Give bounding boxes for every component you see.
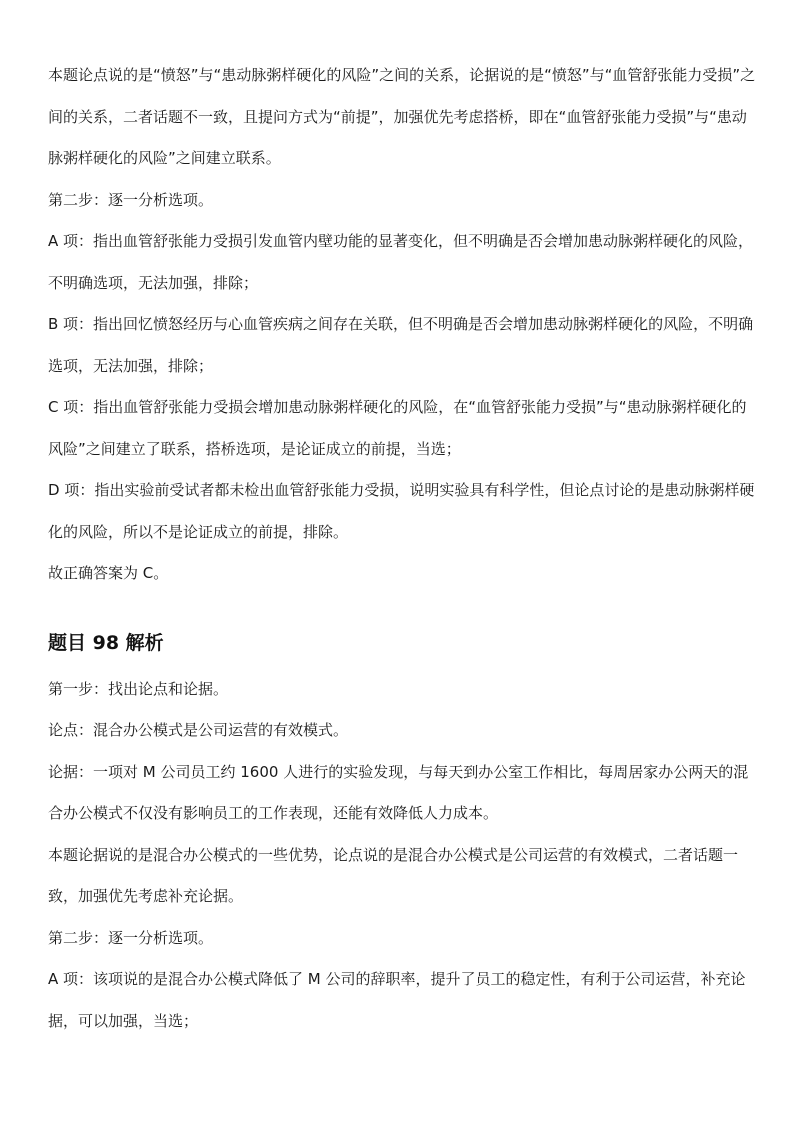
section-previous-analysis <box>48 55 760 595</box>
paragraph-option-d: D 项：指出实验前受试者都未检出血管舒张能力受损，说明实验具有科学性，但论点讨论的是患动脉粥样硬化的风险，所以不是论证成立的前提，排除。 <box>48 481 755 541</box>
paragraph-topic-analysis: 本题论据说的是混合办公模式的一些优势，论点说的是混合办公模式是公司运营的有效模式，二者话题一致，加强优先考虑补充论据。 <box>48 845 739 905</box>
section-heading: 题目 98 解析 <box>48 631 164 654</box>
paragraph-bridge-reasoning: 本题论点说的是“愤怒”与“患动脉粥样硬化的风险”之间的关系，论据说的是“愤怒”与“血管舒张能力受损”之间的关系，二者话题不一致，且提问方式为“前提”，加强优先考虑搭桥，即在“血管舒张能力受损”与“患动脉粥样硬化的风险”之间建立联系。 <box>48 66 756 167</box>
paragraph-option-c: C 项：指出血管舒张能力受损会增加患动脉粥样硬化的风险，在“血管舒张能力受损”与“患动脉粥样硬化的风险”之间建立了联系，搭桥选项，是论证成立的前提，当选； <box>48 398 747 458</box>
paragraph-option-a: A 项：指出血管舒张能力受损引发血管内壁功能的显著变化，但不明确是否会增加患动脉粥样硬化的风险，不明确选项，无法加强，排除； <box>48 232 754 292</box>
paragraph-evidence: 论据：一项对 M 公司员工约 1600 人进行的实验发现，与每天到办公室工作相比，每周居家办公两天的混合办公模式不仅没有影响员工的工作表现，还能有效降低人力成本。 <box>48 762 749 822</box>
paragraph-answer: 故正确答案为 C。 <box>48 564 169 582</box>
section-question-98 <box>48 631 760 1043</box>
document-page <box>48 55 760 1042</box>
paragraph-step-two: 第二步：逐一分析选项。 <box>48 190 214 209</box>
paragraph-option-b: B 项：指出回忆愤怒经历与心血管疾病之间存在关联，但不明确是否会增加患动脉粥样硬化的风险，不明确选项，无法加强，排除； <box>48 315 754 375</box>
paragraph-step-one: 第一步：找出论点和论据。 <box>48 679 229 698</box>
paragraph-option-a: A 项：该项说的是混合办公模式降低了 M 公司的辞职率，提升了员工的稳定性，有利于公司运营，补充论据，可以加强，当选； <box>48 970 746 1030</box>
paragraph-claim: 论点：混合办公模式是公司运营的有效模式。 <box>48 721 349 739</box>
paragraph-step-two: 第二步：逐一分析选项。 <box>48 928 214 947</box>
